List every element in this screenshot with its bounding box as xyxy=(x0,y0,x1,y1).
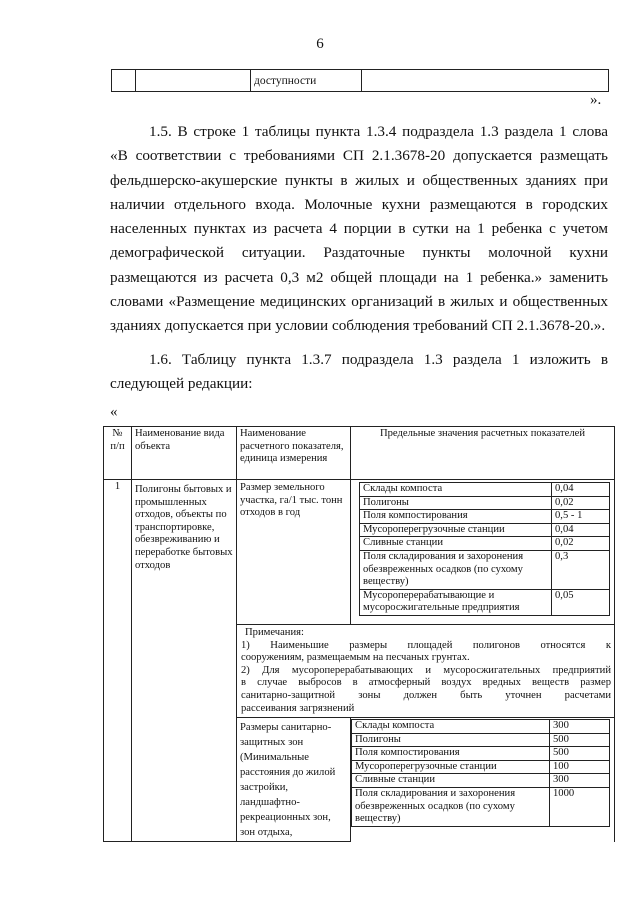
notes-cell xyxy=(237,624,615,717)
para-1-5-line: населенных пунктах из расчета 4 порции в сутки на 1 ребенка с учетом xyxy=(110,220,608,238)
table-row xyxy=(360,550,610,589)
object-name: Полигоны бытовых и промышленных отходов, объекты по транспортировке, обезвреживанию и переработке бытовых отходов xyxy=(132,480,237,842)
opening-quote: « xyxy=(110,404,118,420)
land-value: 0,05 xyxy=(552,589,610,615)
note-line: сооружениям, размещаемым на песчаных грунтах. xyxy=(241,652,470,664)
limits-table xyxy=(103,426,615,842)
zone-values-cell xyxy=(351,718,615,842)
para-1-5-line: фельдшерско-акушерские пункты в жилых и общественных зданиях при xyxy=(110,171,608,189)
table-row xyxy=(352,788,610,827)
table-row xyxy=(352,733,610,747)
zone-value: 1000 xyxy=(550,788,610,827)
zone-value: 300 xyxy=(550,774,610,788)
table-row xyxy=(104,480,615,625)
para-1-5-line: размещаются из расчета 0,3 м2 общей площади на 1 ребенка.» заменить xyxy=(110,268,608,286)
table-row xyxy=(352,774,610,788)
land-values-table xyxy=(359,482,610,616)
closing-quote: ». xyxy=(590,92,602,108)
land-name: Мусороперегрузочные станции xyxy=(360,523,552,537)
zone-name: Склады компоста xyxy=(352,720,550,734)
zone-name: Мусороперегрузочные станции xyxy=(352,760,550,774)
para-1-5-line: словами «Размещение медицинских организаций в жилых и общественных xyxy=(110,293,608,311)
top-table-cell-2 xyxy=(136,70,251,92)
note-line: в случае выбросов в атмосферный воздух вредных веществ размер xyxy=(241,677,611,689)
note-line: санитарно-защитной зоны должен быть уточнен расчетами xyxy=(241,689,611,701)
land-value: 0,02 xyxy=(552,496,610,510)
page-number: 6 xyxy=(316,36,324,52)
header-limits: Предельные значения расчетных показателей xyxy=(351,427,615,480)
zone-value: 500 xyxy=(550,747,610,761)
indicator-zones: Размеры санитарно-защитных зон (Минимальные расстояния до жилой застройки, ландшафтно-рекреационных зон, зон отдыха, xyxy=(237,718,351,842)
top-table-cell-1 xyxy=(112,70,136,92)
land-name: Поля компостирования xyxy=(360,510,552,524)
zone-name: Сливные станции xyxy=(352,774,550,788)
notes-title: Примечания: xyxy=(245,626,304,638)
paragraph-1-5 xyxy=(110,120,608,339)
land-values-cell xyxy=(351,480,615,625)
header-object: Наименование вида объекта xyxy=(132,427,237,480)
para-1-5-line: наличии отдельного входа. Молочные кухни размещаются в городских xyxy=(110,195,608,213)
table-row xyxy=(360,537,610,551)
table-row xyxy=(352,720,610,734)
para-1-6-line: следующей редакции: xyxy=(110,375,253,393)
zone-value: 500 xyxy=(550,733,610,747)
table-row xyxy=(360,510,610,524)
zone-name: Полигоны xyxy=(352,733,550,747)
indicator-land: Размер земельного участка, га/1 тыс. тонн отходов в год xyxy=(237,480,351,625)
table-row xyxy=(360,523,610,537)
top-table-cell-3 xyxy=(251,70,362,92)
note-line: 2) Для мусороперерабатывающих и мусоросжигательных предприятий xyxy=(241,664,611,676)
top-table-fragment xyxy=(111,69,609,92)
header-num: № п/п xyxy=(104,427,132,480)
note-line: рассеивания загрязнений xyxy=(241,702,355,714)
land-value: 0,04 xyxy=(552,523,610,537)
zone-values-table xyxy=(351,719,610,827)
para-1-6-line: 1.6. Таблицу пункта 1.3.7 подраздела 1.3 раздела 1 изложить в xyxy=(149,351,608,368)
land-name: Полигоны xyxy=(360,496,552,510)
zone-name: Поля складирования и захоронения обезвреженных осадков (по сухому веществу) xyxy=(352,788,550,827)
note-line: 1) Наименьшие размеры площадей полигонов относятся к xyxy=(241,639,611,651)
zone-value: 100 xyxy=(550,760,610,774)
land-name: Мусороперерабатывающие и мусоросжигательные предприятия xyxy=(360,589,552,615)
zone-value: 300 xyxy=(550,720,610,734)
table-row xyxy=(360,496,610,510)
header-indicator: Наименование расчетного показателя, единица измерения xyxy=(237,427,351,480)
para-1-5-line: демографической ситуации. Раздаточные пункты молочной кухни xyxy=(110,244,608,262)
paragraph-1-6 xyxy=(110,348,608,397)
land-value: 0,04 xyxy=(552,483,610,497)
land-value: 0,02 xyxy=(552,537,610,551)
table-row xyxy=(360,483,610,497)
table-row xyxy=(352,747,610,761)
zone-name: Поля компостирования xyxy=(352,747,550,761)
para-1-5-line: зданиях допускается при условии соблюдения требований СП 2.1.3678-20.». xyxy=(110,317,606,335)
land-name: Поля складирования и захоронения обезвреженных осадков (по сухому веществу) xyxy=(360,550,552,589)
land-name: Склады компоста xyxy=(360,483,552,497)
para-1-5-line: 1.5. В строке 1 таблицы пункта 1.3.4 подраздела 1.3 раздела 1 слова xyxy=(149,123,608,140)
top-table-cell-4 xyxy=(362,70,609,92)
land-value: 0,3 xyxy=(552,550,610,589)
top-table-cell-text: доступности xyxy=(254,74,317,87)
table-row xyxy=(360,589,610,615)
table-header-row xyxy=(104,427,615,480)
table-row xyxy=(352,760,610,774)
para-1-5-line: «В соответствии с требованиями СП 2.1.3678-20 допускается размещать xyxy=(110,147,608,165)
land-value: 0,5 - 1 xyxy=(552,510,610,524)
land-name: Сливные станции xyxy=(360,537,552,551)
row-num: 1 xyxy=(104,480,132,842)
